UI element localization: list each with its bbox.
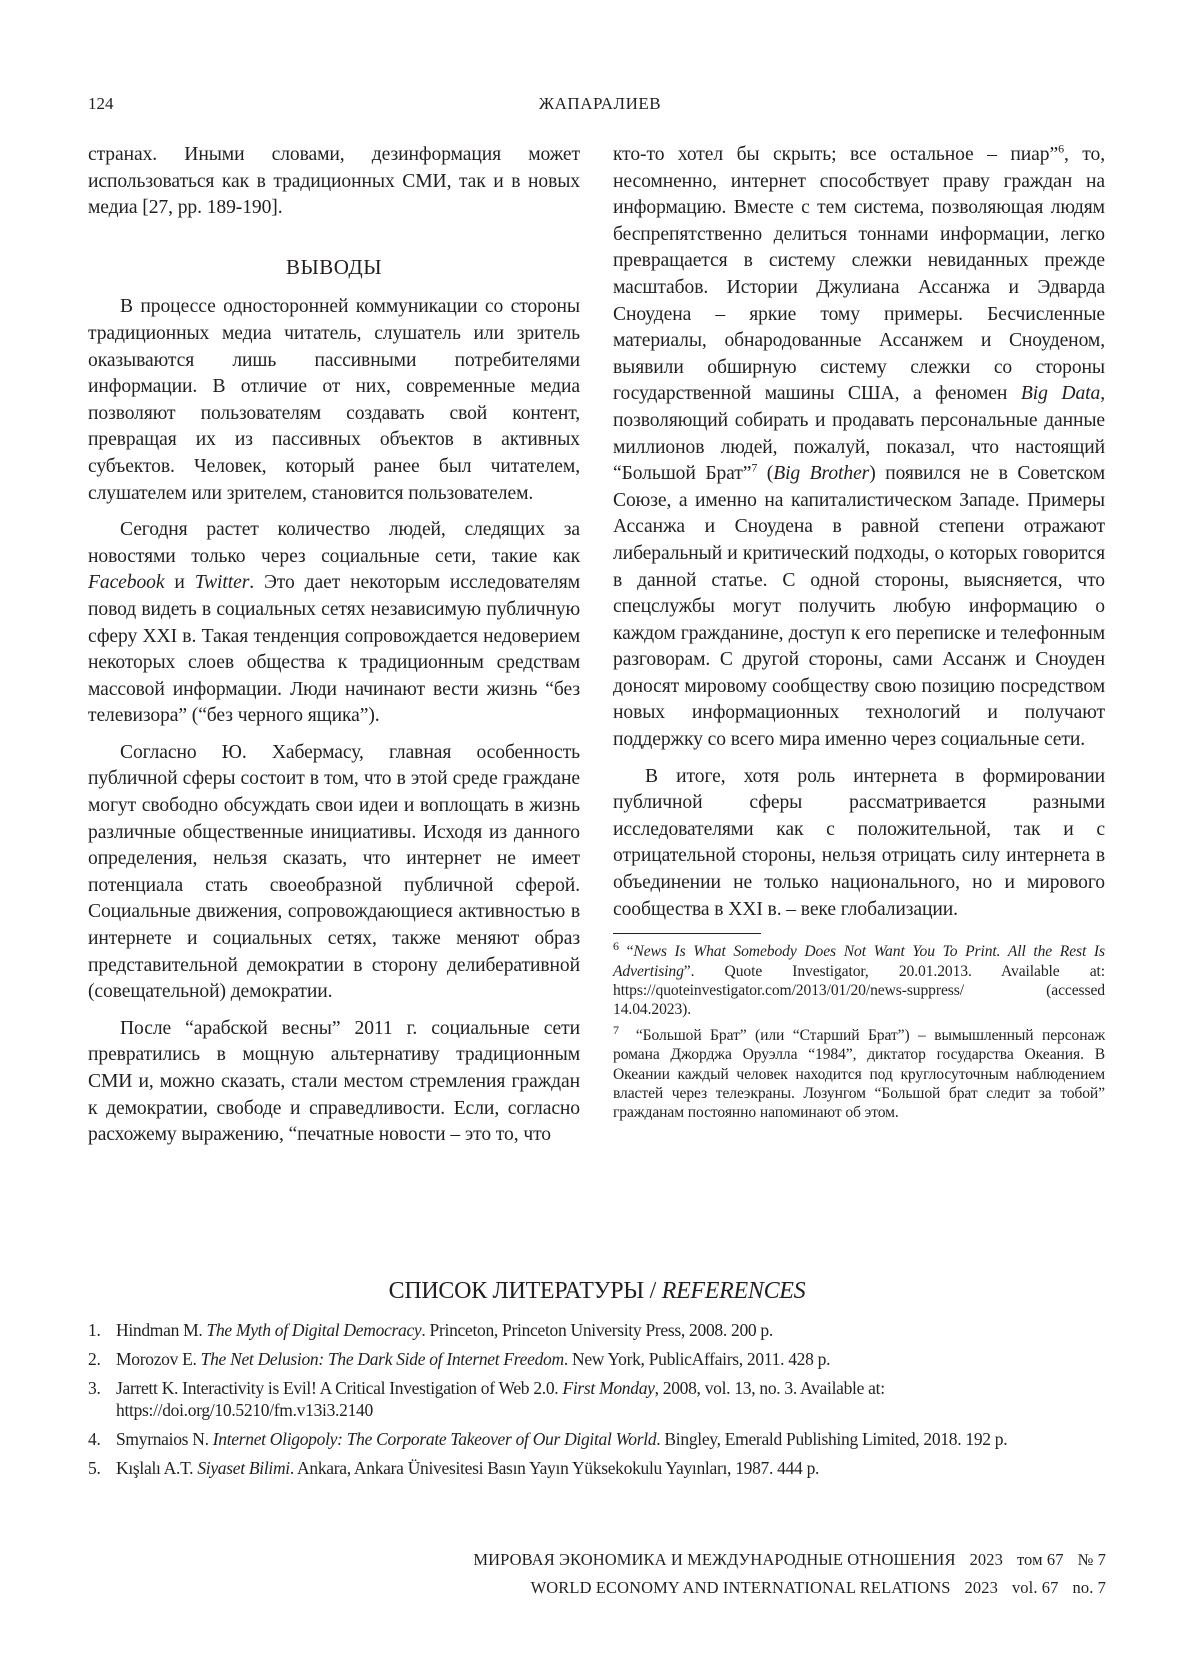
italic-text: Internet Oligopoly: The Corporate Takeover of Our Digital World <box>213 1429 657 1449</box>
references-section <box>88 1278 1106 1486</box>
heading-italic: REFERENCES <box>662 1278 806 1304</box>
footnote-number: 7 <box>613 1023 619 1037</box>
text: “Большой Брат” (или “Старший Брат”) – вымышленный персонаж романа Джорджа Оруэлла “1984”, диктатор государства Океания. В Океании каждый человек находится под круглосуточным наблюдением властей через телеэкраны. Лозунгом “Большой брат следит за тобой” гражданам постоянно напоминают об этом. <box>613 1027 1105 1122</box>
right-column <box>613 142 1105 1129</box>
ref-number: 2. <box>88 1348 101 1370</box>
volume: том 67 <box>1017 1550 1064 1569</box>
ref-number: 3. <box>88 1377 101 1399</box>
italic-text: Facebook <box>88 572 164 593</box>
references-heading <box>88 1278 1106 1305</box>
heading-text: СПИСОК ЛИТЕРАТУРЫ / <box>389 1278 662 1304</box>
running-head-author: ЖАПАРАЛИЕВ <box>0 94 1200 114</box>
ref-number: 1. <box>88 1319 101 1341</box>
reference-item <box>88 1457 1106 1479</box>
text: ( <box>757 463 773 484</box>
paragraph <box>613 142 1105 754</box>
text: ”. Quote Investigator, 20.01.2013. Available at: https://quoteinvestigator.com/2013/01/20/news-suppress/ (accessed 14.04.2023). <box>613 963 1105 1019</box>
text: Jarrett K. Interactivity is Evil! A Critical Investigation of Web 2.0. <box>116 1378 562 1398</box>
italic-text: The Net Delusion: The Dark Side of Internet Freedom <box>201 1349 564 1369</box>
paragraph: В процессе односторонней коммуникации со стороны традиционных медиа читатель, слушатель или зритель оказываются лишь пассивными потребителями информации. В отличие от них, современные медиа позволяют пользователям создавать свой контент, превращая их из пассивных объектов в активных субъектов. Человек, который ранее был читателем, слушателем или зрителем, становится пользователем. <box>88 294 580 507</box>
page-number: 124 <box>88 94 114 114</box>
footnote-ref[interactable]: 7 <box>751 461 757 475</box>
references-list <box>88 1319 1106 1479</box>
paragraph: странах. Иными словами, дезинформация может использоваться как в традиционных СМИ, так и в новых медиа [27, pp. 189-190]. <box>88 142 580 222</box>
footnote-ref[interactable]: 6 <box>1058 141 1064 155</box>
journal-name: WORLD ECONOMY AND INTERNATIONAL RELATIONS <box>531 1578 951 1597</box>
text: . Princeton, Princeton University Press, 2008. 200 p. <box>421 1320 773 1340</box>
section-heading: ВЫВОДЫ <box>88 254 580 281</box>
italic-text: Big Data <box>1021 383 1100 404</box>
text: . Это дает некоторым исследователям повод видеть в социальных сетях независимую публичную сферу XXI в. Такая тенденция сопровождается недоверием некоторых слоев общества к традиционным средствам массовой информации. Люди начинают вести жизнь “без телевизора” (“без черного ящика”). <box>88 572 580 726</box>
reference-item <box>88 1348 1106 1370</box>
footnote-divider <box>613 933 761 934</box>
paragraph: В итоге, хотя роль интернета в формировании публичной сферы рассматривается разными исследователями как с положительной, так и с отрицательной стороны, нельзя отрицать силу интернета в объединении не только национального, но и мирового сообщества в XXI в. – веке глобализации. <box>613 764 1105 924</box>
footnote-6 <box>613 942 1105 1020</box>
text: и <box>164 572 194 593</box>
text: Smyrnaios N. <box>116 1429 213 1449</box>
italic-text: First Monday <box>562 1378 654 1398</box>
text: Kışlalı A.T. <box>116 1458 197 1478</box>
text: Сегодня растет количество людей, следящих за новостями только через социальные сети, такие как <box>88 519 580 567</box>
issue: № 7 <box>1078 1550 1106 1569</box>
ref-number: 4. <box>88 1428 101 1450</box>
volume: vol. 67 <box>1012 1578 1059 1597</box>
italic-text: News Is What Somebody Does Not Want You To Print. All the Rest Is Advertising <box>613 943 1105 979</box>
left-column <box>88 142 580 1149</box>
text: . Ankara, Ankara Ünivesitesi Basın Yayın Yüksekokulu Yayınları, 1987. 444 p. <box>290 1458 819 1478</box>
reference-item <box>88 1377 1106 1421</box>
italic-text: Siyaset Bilimi <box>197 1458 290 1478</box>
italic-text: Big Brother <box>773 463 869 484</box>
ref-number: 5. <box>88 1457 101 1479</box>
text: . New York, PublicAffairs, 2011. 428 p. <box>564 1349 830 1369</box>
text: , то, несомненно, интернет способствует праву граждан на информацию. Вместе с тем система, позволяющая людям беспрепятственно делиться тоннами информации, легко превращается в систему слежки невиданных прежде масштабов. Истории Джулиана Ассанжа и Эдварда Сноудена – яркие тому примеры. Бесчисленные материалы, обнародованные Ассанжем и Сноуденом, выявили обширную систему слежки со стороны государственной машины США, а феномен <box>613 144 1105 404</box>
reference-item <box>88 1319 1106 1341</box>
text: . Bingley, Emerald Publishing Limited, 2018. 192 p. <box>656 1429 1007 1449</box>
text: , позволяющий собирать и продавать персональные данные миллионов людей, пожалуй, показал, что настоящий “Большой Брат” <box>613 383 1105 484</box>
journal-name: МИРОВАЯ ЭКОНОМИКА И МЕЖДУНАРОДНЫЕ ОТНОШЕНИЯ <box>473 1550 955 1569</box>
reference-item <box>88 1428 1106 1450</box>
footnote-7 <box>613 1026 1105 1123</box>
paragraph: После “арабской весны” 2011 г. социальные сети превратились в мощную альтернативу традиционным СМИ и, можно сказать, стали местом стремления граждан к демократии, свободе и справедливости. Если, согласно расхожему выражению, “печатные новости – это то, что <box>88 1016 580 1149</box>
italic-text: Twitter <box>195 572 249 593</box>
footer-journal-en <box>517 1578 1106 1598</box>
italic-text: The Myth of Digital Democracy <box>207 1320 422 1340</box>
text: , 2008, vol. 13, no. 3. Available at: https://doi.org/10.5210/fm.v13i3.2140 <box>116 1378 885 1420</box>
text: “ <box>627 943 634 960</box>
footer-journal-ru <box>459 1550 1106 1570</box>
paragraph <box>88 517 580 730</box>
text: кто-то хотел бы скрыть; все остальное – пиар” <box>613 144 1058 165</box>
footnote-number: 6 <box>613 939 619 953</box>
text: Morozov E. <box>116 1349 201 1369</box>
paragraph: Согласно Ю. Хабермасу, главная особенность публичной сферы состоит в том, что в этой среде граждане могут свободно обсуждать свои идеи и воплощать в жизнь различные общественные инициативы. Исходя из данного определения, нельзя сказать, что интернет не имеет потенциала стать своеобразной публичной сферой. Социальные движения, сопровождающиеся активностью в интернете и социальных сетях, также меняют образ представительной демократии в сторону делиберативной (совещательной) демократии. <box>88 740 580 1006</box>
issue: no. 7 <box>1073 1578 1107 1597</box>
year: 2023 <box>970 1550 1003 1569</box>
text: Hindman M. <box>116 1320 207 1340</box>
year: 2023 <box>965 1578 998 1597</box>
text: ) появился не в Советском Союзе, а именно на капиталистическом Западе. Примеры Ассанжа и Сноудена в равной степени отражают либеральный и критический подходы, о которых говорится в данной статье. С одной стороны, выясняется, что спецслужбы могут получить любую информацию о каждом гражданине, доступ к его переписке и телефонным разговорам. С другой стороны, сами Ассанж и Сноуден доносят мировому сообществу свою позицию посредством новых информационных технологий и получают поддержку со всего мира именно через социальные сети. <box>613 463 1105 750</box>
